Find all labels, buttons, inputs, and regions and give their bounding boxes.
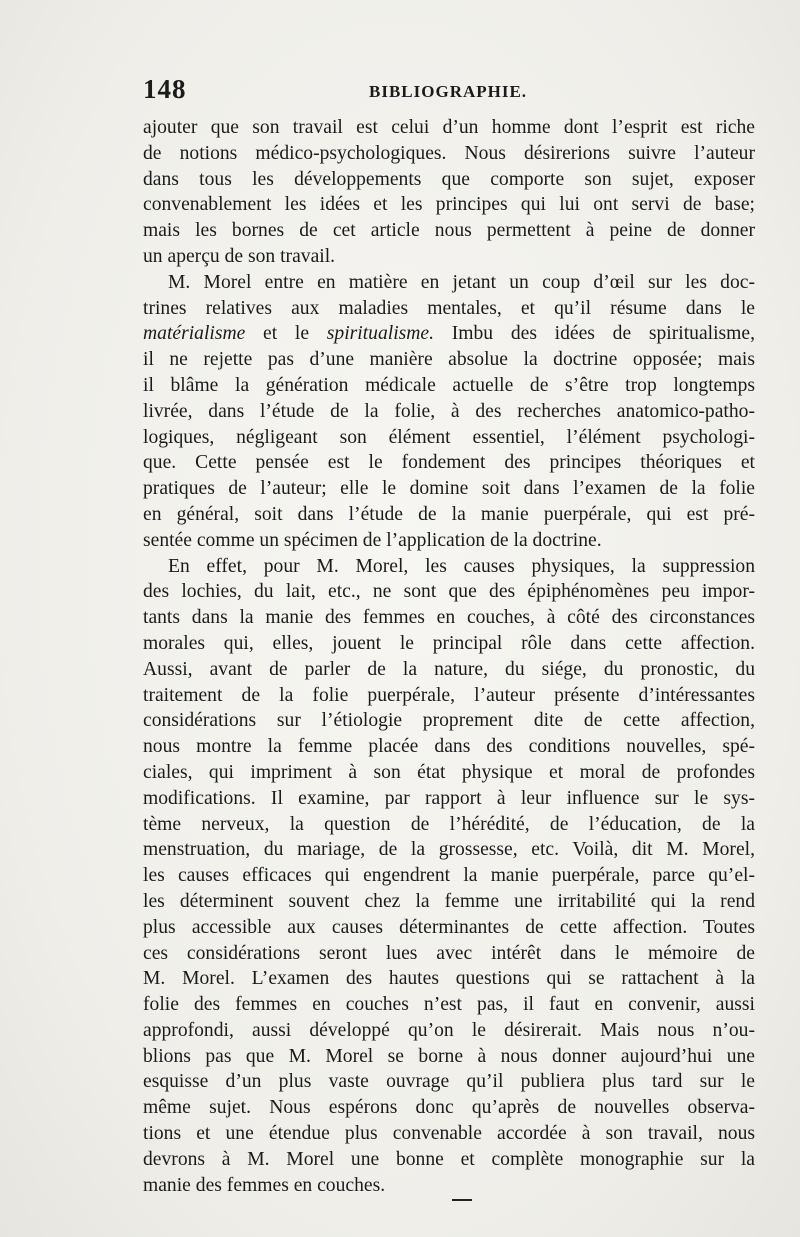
text-line: sentée comme un spécimen de l’application de la doctrine. (143, 529, 602, 551)
text-line: devrons à M. Morel une bonne et complète monographie sur la (143, 1148, 755, 1170)
text-line: folie des femmes en couches n’est pas, il faut en convenir, aussi (143, 994, 755, 1016)
text-line: un aperçu de son travail. (143, 245, 336, 267)
text-line: dans tous les développements que comporte son sujet, exposer (143, 168, 755, 190)
text-line: trines relatives aux maladies mentales, et qu’il résume dans le (143, 297, 755, 319)
italic-term: spiritualisme. (326, 323, 435, 345)
text-line: il ne rejette pas d’une manière absolue la doctrine opposée; mais (143, 349, 755, 371)
text-line: ciales, qui impriment à son état physique et moral de profondes (143, 761, 755, 783)
running-head: BIBLIOGRAPHIE. (369, 82, 528, 101)
text-line: traitement de la folie puerpérale, l’auteur présente d’intéressantes (143, 684, 755, 706)
text-line: En effet, pour M. Morel, les causes physiques, la suppression (168, 555, 755, 577)
text-line: ajouter que son travail est celui d’un homme dont l’esprit est riche (143, 117, 755, 138)
text-line: que. Cette pensée est le fondement des principes théoriques et (143, 452, 755, 474)
text-line: les causes efficaces qui engendrent la manie puerpérale, parce qu’el- (143, 865, 755, 887)
text-line: même sujet. Nous espérons donc qu’après de nouvelles observa- (143, 1097, 755, 1119)
text-line: modifications. Il examine, par rapport à leur influence sur le sys- (143, 787, 755, 809)
text-line: esquisse d’un plus vaste ouvrage qu’il publiera plus tard sur le (143, 1071, 755, 1093)
text-line: mais les bornes de cet article nous permettent à peine de donner (143, 220, 755, 242)
text-line: manie des femmes en couches. (143, 1174, 386, 1196)
italic-term: matérialisme (143, 323, 246, 345)
text-line: tions et une étendue plus convenable accordée à son travail, nous (143, 1123, 755, 1145)
text-line: plus accessible aux causes déterminantes de cette affection. Toutes (143, 916, 755, 938)
text-line: les déterminent souvent chez la femme une irritabilité qui la rend (143, 890, 755, 912)
text-line: M. Morel entre en matière en jetant un coup d’œil sur les doc- (168, 271, 755, 293)
text-line: blions pas que M. Morel se borne à nous donner aujourd’hui une (143, 1045, 755, 1067)
text-line: livrée, dans l’étude de la folie, à des recherches anatomico-patho- (143, 400, 755, 422)
text-line: approfondi, aussi développé qu’on le désirerait. Mais nous n’ou- (143, 1019, 755, 1041)
page-header (143, 74, 755, 110)
text-line: de notions médico-psychologiques. Nous désirerions suivre l’auteur (143, 142, 755, 164)
text-line: considérations sur l’étiologie proprement dite de cette affection, (143, 710, 755, 732)
text-line-italic: matérialisme et le spiritualisme. Imbu des idées de spiritualisme, (143, 323, 755, 345)
text-line: convenablement les idées et les principes qui lui ont servi de base; (143, 194, 755, 216)
text-line: tants dans la manie des femmes en couches, à côté des circonstances (143, 607, 755, 629)
text-line: menstruation, du mariage, de la grossesse, etc. Voilà, dit M. Morel, (143, 839, 755, 861)
text-line: tème nerveux, la question de l’hérédité, de l’éducation, de la (143, 813, 755, 835)
page-number: 148 (143, 74, 187, 104)
text-line: logiques, négligeant son élément essentiel, l’élément psychologi- (143, 426, 755, 448)
text-line: il blâme la génération médicale actuelle de s’être trop longtemps (143, 374, 755, 396)
text-line: ces considérations seront lues avec intérêt dans le mémoire de (143, 942, 755, 964)
text-line: morales qui, elles, jouent le principal rôle dans cette affection. (143, 632, 755, 654)
text-line: en général, soit dans l’étude de la manie puerpérale, qui est pré- (143, 503, 755, 525)
text-line: nous montre la femme placée dans des conditions nouvelles, spé- (143, 736, 755, 758)
closing-rule (452, 1199, 472, 1201)
text-line: M. Morel. L’examen des hautes questions qui se rattachent à la (143, 968, 755, 990)
text-line: Aussi, avant de parler de la nature, du siége, du pronostic, du (143, 658, 755, 680)
text-line: pratiques de l’auteur; elle le domine soit dans l’examen de la folie (143, 478, 755, 500)
body-text (143, 115, 755, 1198)
text-line: des lochies, du lait, etc., ne sont que des épiphénomènes peu impor- (143, 581, 755, 603)
